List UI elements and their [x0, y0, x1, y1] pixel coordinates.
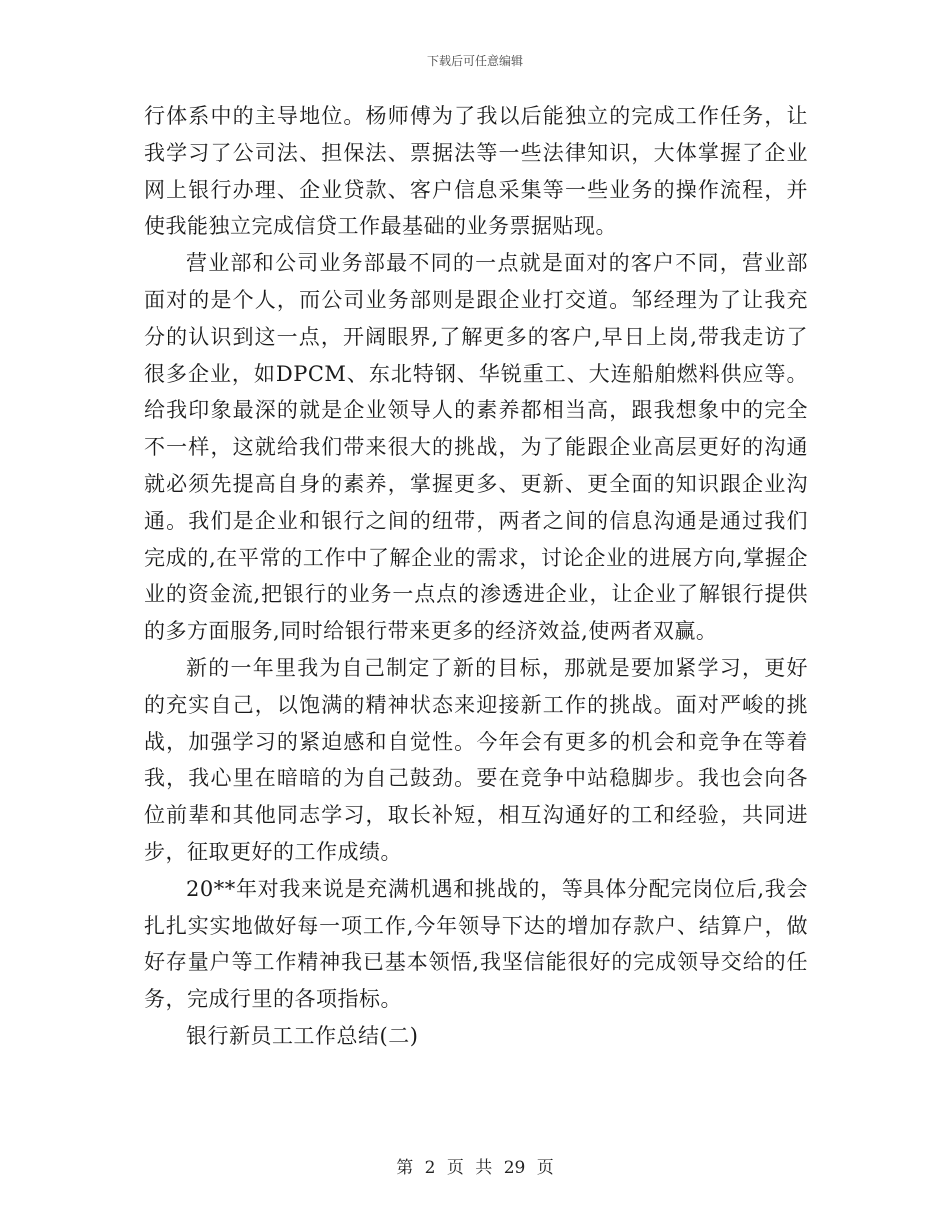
paragraph-continuation: 行体系中的主导地位。杨师傅为了我以后能独立的完成工作任务，让我学习了公司法、担保法、票据法等一些法律知识，大体掌握了企业网上银行办理、企业贷款、客户信息采集等一些业务的操作流程，并使我能独立完成信贷工作最基础的业务票据贴现。: [144, 104, 808, 239]
paragraph: 新的一年里我为自己制定了新的目标，那就是要加紧学习，更好的充实自己，以饱满的精神状态来迎接新工作的挑战。面对严峻的挑战，加强学习的紧迫感和自觉性。今年会有更多的机会和竞争在等着我，我心里在暗暗的为自己鼓劲。要在竞争中站稳脚步。我也会向各位前辈和其他同志学习，取长补短，相互沟通好的工和经验，共同进步，征取更好的工作成绩。: [144, 655, 808, 864]
section-heading: 银行新员工工作总结(二): [186, 1023, 419, 1048]
header-note: 下载后可任意编辑: [426, 54, 523, 68]
paragraph: 营业部和公司业务部最不同的一点就是面对的客户不同，营业部面对的是个人，而公司业务部则是跟企业打交道。邹经理为了让我充分的认识到这一点，开阔眼界,了解更多的客户,早日上岗,带我走访了很多企业，如DPCM、东北特钢、华锐重工、大连船舶燃料供应等。给我印象最深的就是企业领导人的素养都相当高，跟我想象中的完全不一样，这就给我们带来很大的挑战，为了能跟企业高层更好的沟通就必须先提高自身的素养，掌握更多、更新、更全面的知识跟企业沟通。我们是企业和银行之间的纽带，两者之间的信息沟通是通过我们完成的,在平常的工作中了解企业的需求，讨论企业的进展方向,掌握企业的资金流,把银行的业务一点点的渗透进企业，让企业了解银行提供的多方面服务,同时给银行带来更多的经济效益,使两者双赢。: [144, 251, 808, 644]
paragraph: 20**年对我来说是充满机遇和挑战的，等具体分配完岗位后,我会扎扎实实地做好每一项工作,今年领导下达的增加存款户、结算户，做好存量户等工作精神我已基本领悟,我坚信能很好的完成领导交给的任务，完成行里的各项指标。: [144, 876, 808, 1012]
document-body: [144, 98, 808, 1055]
page-number: 第 2 页 共 29 页: [396, 1158, 554, 1178]
